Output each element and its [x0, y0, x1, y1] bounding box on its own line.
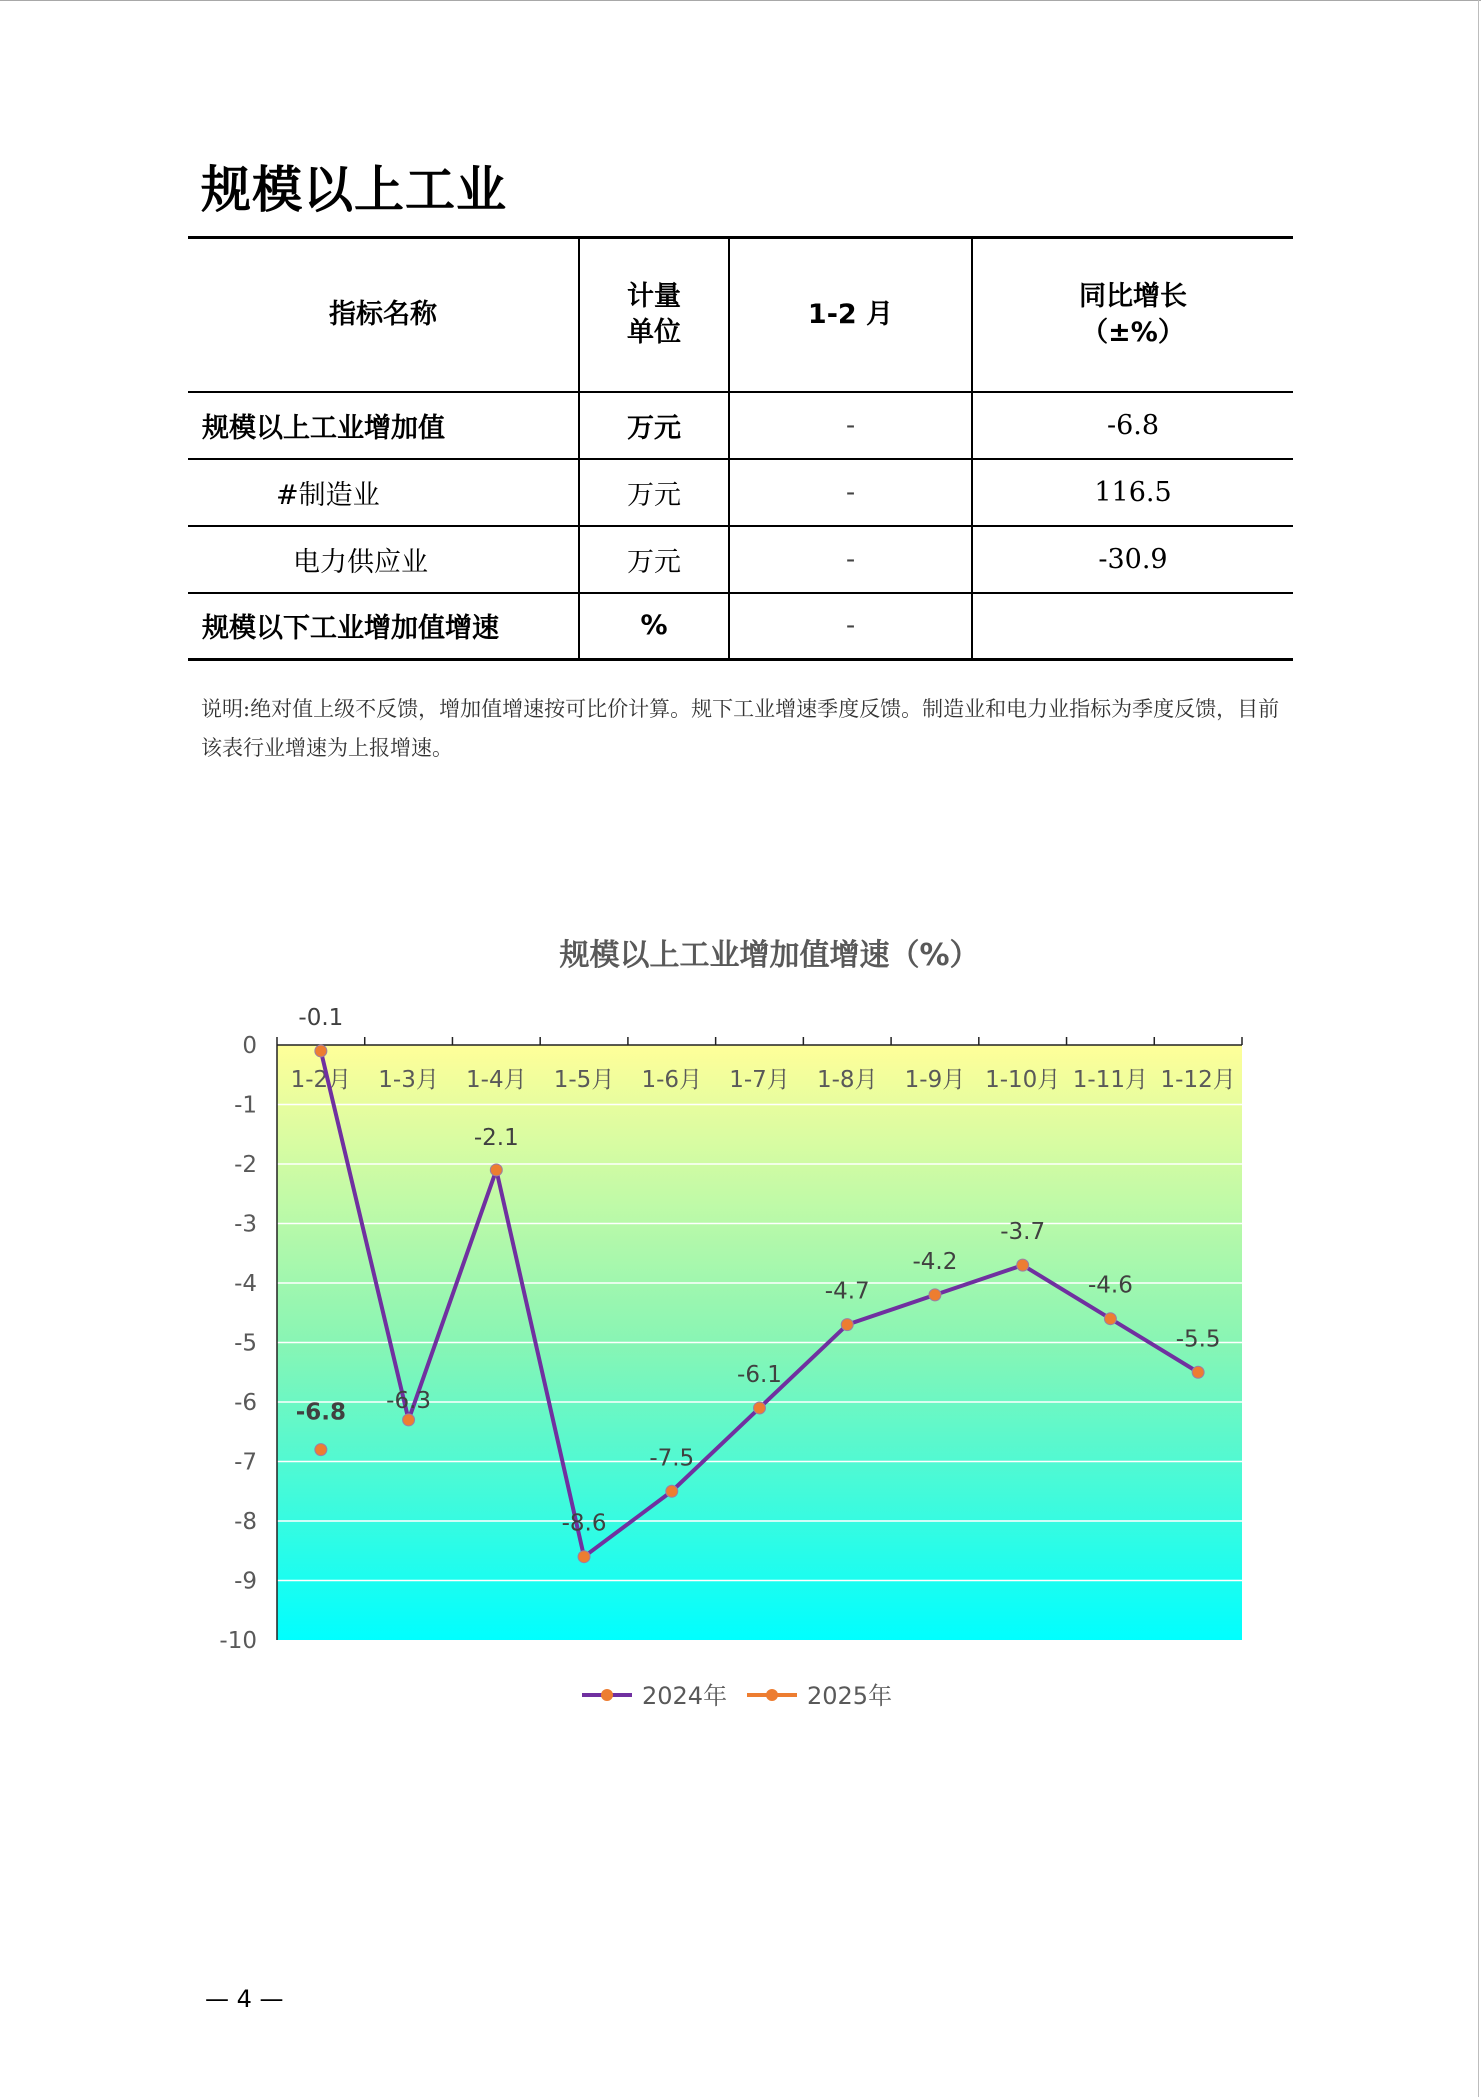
- data-point: [754, 1402, 766, 1414]
- x-tick-label: 1-8月: [816, 1067, 878, 1093]
- x-tick-label: 1-6月: [641, 1067, 703, 1093]
- row-unit: 万元: [579, 526, 729, 593]
- x-tick-label: 1-2月: [290, 1067, 352, 1093]
- x-tick-label: 1-5月: [553, 1067, 615, 1093]
- legend-marker: [601, 1689, 613, 1701]
- legend-entry: 2024年: [642, 1682, 728, 1710]
- row-name: 规模以上工业增加值: [188, 392, 579, 459]
- row-unit: %: [579, 593, 729, 660]
- legend-entry: 2025年: [807, 1682, 893, 1710]
- page-right-border: [1478, 0, 1479, 2097]
- row-value: -: [729, 526, 972, 593]
- data-label: -6.3: [386, 1387, 432, 1414]
- table-note: 说明:绝对值上级不反馈，增加值增速按可比价计算。规下工业增速季度反馈。制造业和电力业指标为季度反馈，目前该表行业增速为上报增速。: [201, 697, 1280, 760]
- data-point: [490, 1164, 502, 1176]
- data-label: -2.1: [473, 1124, 519, 1151]
- x-tick-label: 1-10月: [985, 1067, 1061, 1093]
- row-value: -: [729, 459, 972, 526]
- header-unit-line1: 计量: [627, 280, 681, 312]
- data-point: [315, 1444, 327, 1456]
- y-tick-label: -3: [234, 1211, 257, 1238]
- header-unit: [579, 238, 729, 392]
- row-value: -: [729, 593, 972, 660]
- x-tick-label: 1-3月: [378, 1067, 439, 1093]
- data-label: -6.8: [295, 1399, 347, 1426]
- y-tick-label: -8: [234, 1509, 257, 1535]
- y-tick-label: -2: [234, 1152, 257, 1178]
- data-point: [1104, 1313, 1116, 1325]
- legend-marker: [766, 1689, 778, 1701]
- industry-table: [188, 236, 1293, 661]
- table-row: [188, 459, 1293, 526]
- row-growth: -30.9: [972, 526, 1293, 593]
- growth-line-chart: [190, 915, 1270, 1745]
- header-period: 1-2 月: [729, 238, 972, 392]
- x-tick-label: 1-7月: [729, 1067, 790, 1093]
- x-tick-label: 1-12月: [1160, 1067, 1236, 1093]
- y-tick-label: -5: [234, 1330, 257, 1357]
- data-label: -7.5: [649, 1445, 695, 1472]
- data-label: -3.7: [1000, 1219, 1046, 1246]
- data-point: [841, 1319, 853, 1331]
- y-tick-label: -1: [234, 1092, 257, 1119]
- page-top-border: [0, 0, 1481, 1]
- data-point: [403, 1414, 415, 1426]
- row-unit: 万元: [579, 459, 729, 526]
- table-row: [188, 593, 1293, 660]
- data-point: [666, 1485, 678, 1497]
- x-tick-label: 1-4月: [466, 1067, 527, 1093]
- table-header-row: [188, 238, 1293, 392]
- data-label: -5.5: [1175, 1326, 1221, 1353]
- data-point: [315, 1045, 327, 1057]
- data-label: -4.7: [824, 1278, 870, 1305]
- row-value: -: [729, 392, 972, 459]
- row-name: 电力供应业: [188, 526, 579, 593]
- row-growth: [972, 593, 1293, 660]
- row-name: 规模以下工业增加值增速: [188, 593, 579, 660]
- data-label: -4.6: [1087, 1272, 1133, 1299]
- data-point: [578, 1551, 590, 1563]
- data-point: [929, 1289, 941, 1301]
- y-tick-label: 0: [242, 1033, 257, 1059]
- page-title: 规模以上工业: [201, 161, 507, 219]
- data-label: -8.6: [561, 1510, 607, 1537]
- row-growth: 116.5: [972, 459, 1293, 526]
- data-label: -4.2: [912, 1248, 958, 1275]
- x-tick-label: 1-9月: [904, 1067, 966, 1093]
- row-name: #制造业: [188, 459, 579, 526]
- table-row: [188, 526, 1293, 593]
- y-tick-label: -7: [234, 1449, 257, 1476]
- x-tick-label: 1-11月: [1072, 1067, 1149, 1093]
- header-indicator-name: 指标名称: [188, 238, 579, 392]
- table-row: [188, 392, 1293, 459]
- data-point: [1192, 1366, 1204, 1378]
- y-tick-label: -10: [219, 1628, 257, 1654]
- page-number: — 4 —: [205, 1985, 284, 2013]
- y-tick-label: -6: [234, 1390, 257, 1416]
- header-growth-line1: 同比增长: [1079, 280, 1187, 312]
- chart-title: 规模以上工业增加值增速（%）: [559, 938, 980, 973]
- row-unit: 万元: [579, 392, 729, 459]
- y-tick-label: -9: [234, 1568, 257, 1595]
- data-label: -0.1: [298, 1004, 344, 1031]
- data-label: -6.1: [737, 1361, 782, 1388]
- header-unit-line2: 单位: [627, 316, 681, 348]
- header-growth: [972, 238, 1293, 392]
- header-growth-line2: （±%）: [1081, 316, 1185, 348]
- data-point: [1017, 1259, 1029, 1271]
- y-tick-label: -4: [234, 1271, 257, 1297]
- row-growth: -6.8: [972, 392, 1293, 459]
